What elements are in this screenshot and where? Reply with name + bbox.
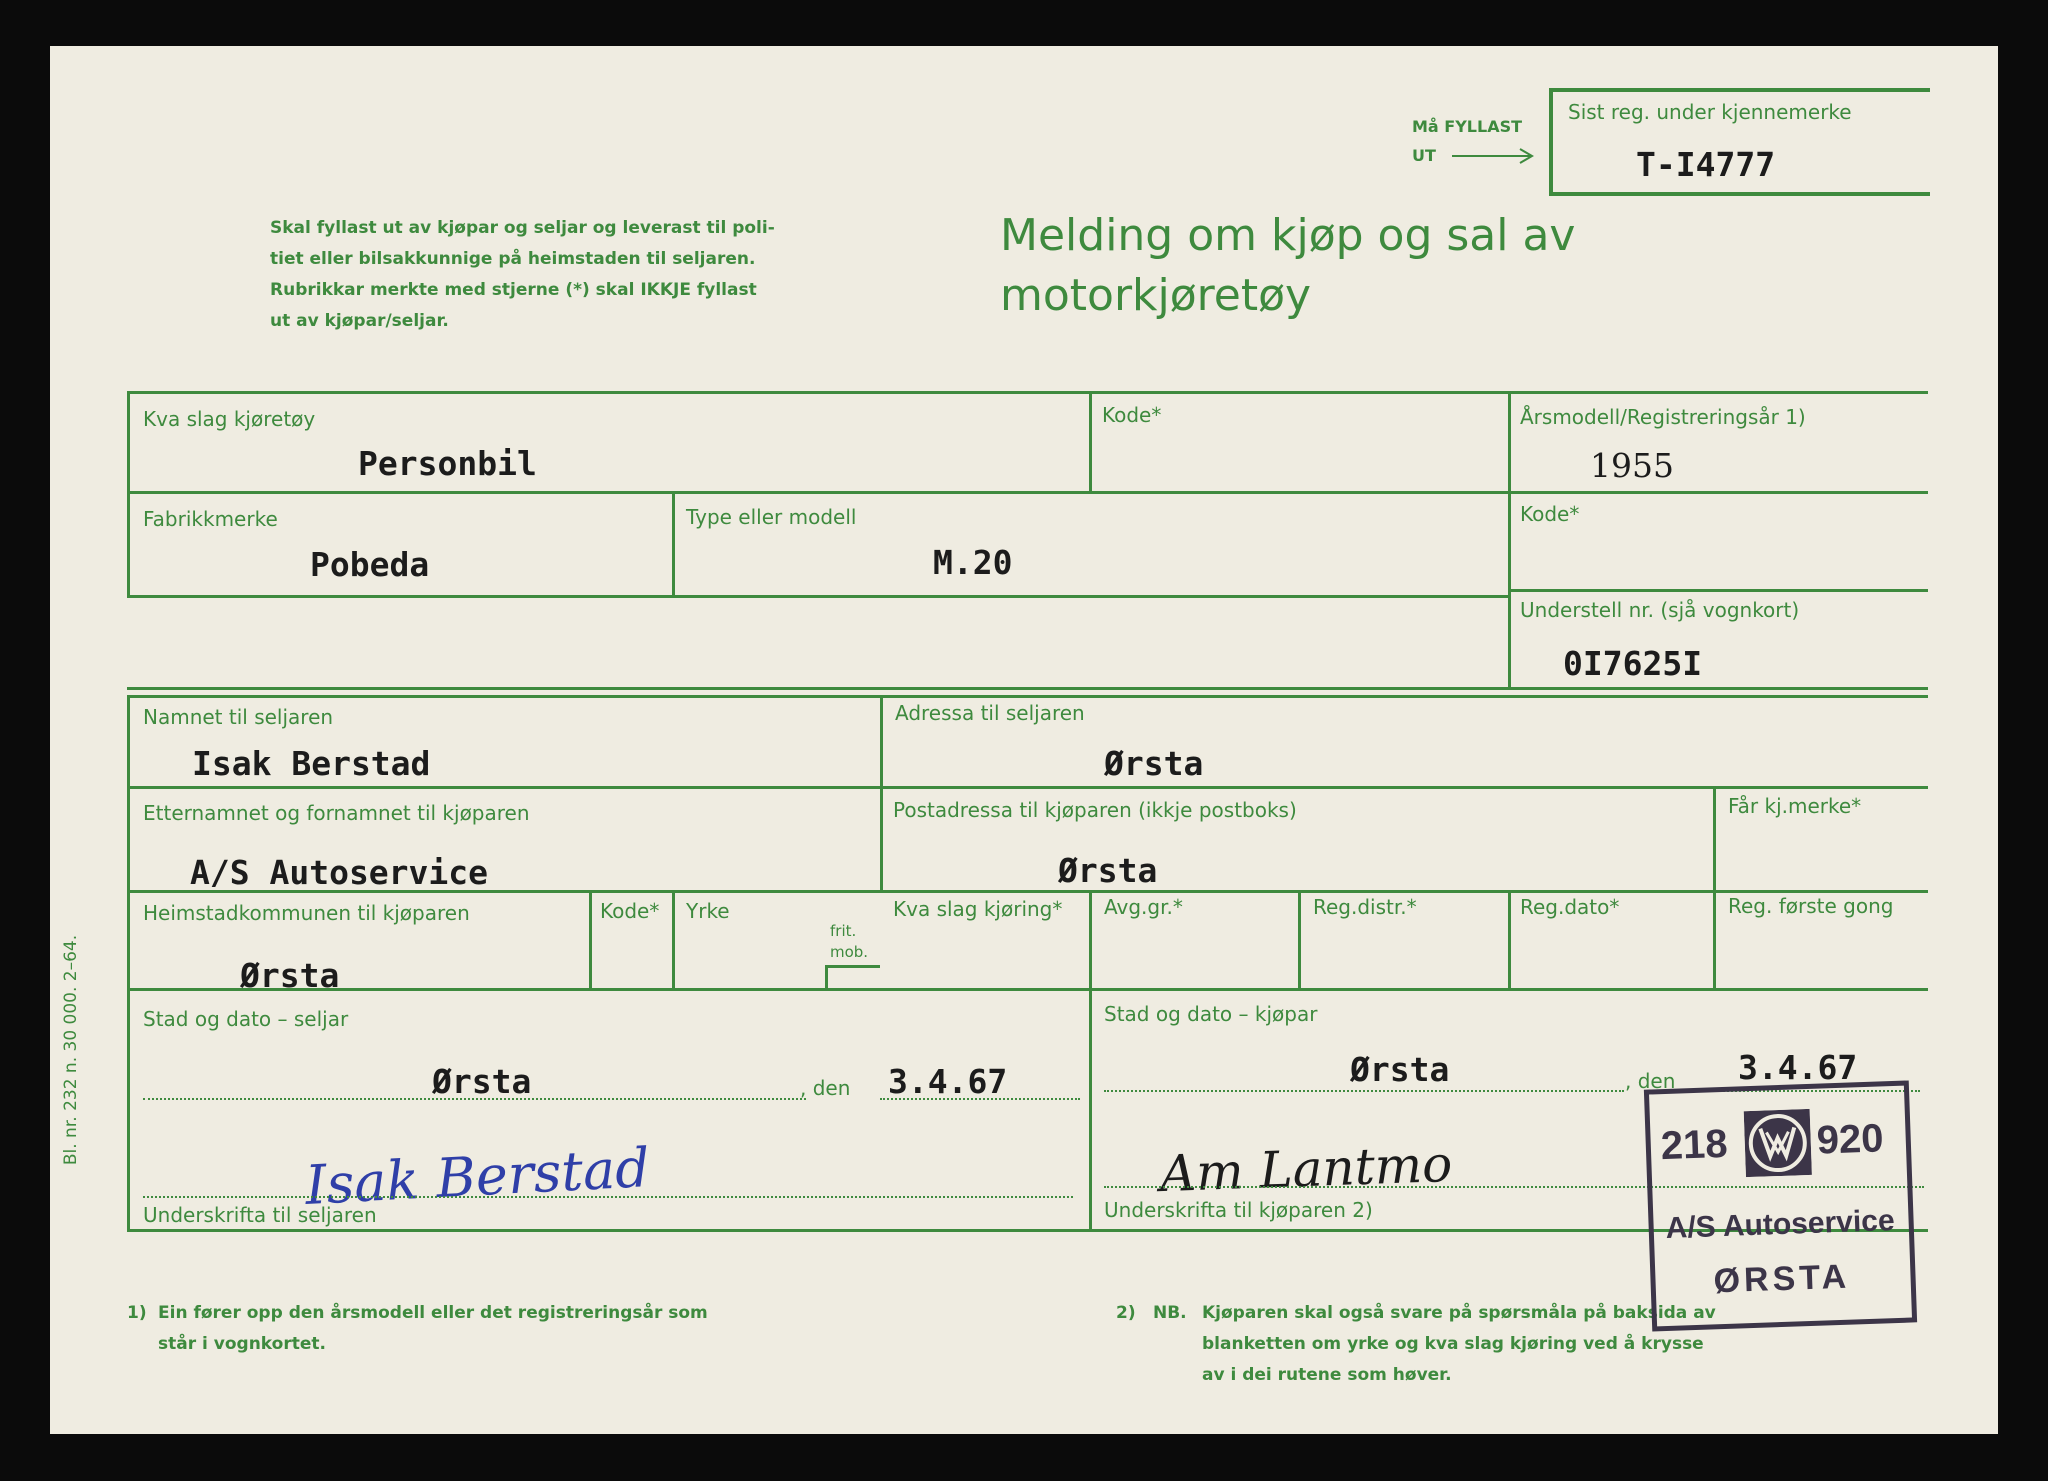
type-value: M.20 [933,543,1013,582]
rule [127,595,1508,598]
seller-signature-label: Underskrifta til seljaren [143,1203,377,1227]
rule [127,786,1928,789]
rule-top [127,391,1928,394]
rule [1089,391,1092,491]
buyer-signature-label: Underskrifta til kjøparen 2) [1104,1198,1373,1222]
form-title-line: motorkjøretøy [1000,270,1312,321]
buyer-stad-label: Stad og dato – kjøpar [1104,1002,1318,1026]
fabrikkmerke-label: Fabrikkmerke [143,507,278,531]
rule [1089,890,1092,1231]
side-print: Bl. nr. 232 n. 30 000. 2–64. [61,934,82,1166]
understell-label: Understell nr. (sjå vognkort) [1520,598,1800,622]
stamp-town: ØRSTA [1712,1257,1851,1301]
rule-left [127,391,130,596]
buyer-postaddress-label: Postadressa til kjøparen (ikkje postboks) [893,798,1297,822]
far-kjmerke-label: Får kj.merke* [1728,794,1862,818]
arsmodell-value: 1955 [1590,446,1674,485]
ma-fyllast-label: Må FYLLAST [1412,117,1523,136]
rule [1713,786,1716,988]
instruction-line: tiet eller bilsakkunnige på heimstaden til seljaren. [270,249,756,269]
arsmodell-label: Årsmodell/Registreringsår 1) [1520,405,1806,429]
sist-reg-value: T-I4777 [1636,145,1776,184]
buyer-signature: Am Lantmo [1159,1134,1454,1204]
rule [127,687,1928,690]
kode-label: Kode* [1102,403,1162,427]
rule [127,988,1928,991]
buyer-postaddress-value: Ørsta [1058,851,1158,890]
instruction-line: Skal fyllast ut av kjøpar og seljar og leverast til poli- [270,218,775,238]
rule [1508,391,1511,687]
rule [825,965,828,988]
form-title-line: Melding om kjøp og sal av [1000,210,1576,261]
seller-address-label: Adressa til seljaren [895,701,1085,725]
regdato-label: Reg.dato* [1520,895,1620,919]
seller-name-value: Isak Berstad [192,744,431,783]
rule [1298,890,1301,988]
footnote-2-nb: NB. [1153,1303,1187,1323]
seller-stad-label: Stad og dato – seljar [143,1007,349,1031]
kode2-label: Kode* [1520,502,1580,526]
buyer-dato-value: 3.4.67 [1738,1048,1858,1087]
buyer-stad-value: Ørsta [1350,1050,1450,1089]
seller-stad-line [143,1098,806,1100]
footnote-line: blanketten om yrke og kva slag kjøring ved å krysse [1202,1334,1704,1354]
fabrikkmerke-value: Pobeda [310,545,430,584]
instructions [270,213,775,337]
seller-dato-value: 3.4.67 [888,1062,1008,1101]
footnote-line: Ein fører opp den årsmodell eller det registreringsår som [158,1303,708,1323]
buyer-name-label: Etternamnet og fornamnet til kjøparen [143,801,530,825]
rule [825,965,880,968]
footnote-1 [158,1298,708,1360]
buyer-name-value: A/S Autoservice [190,853,489,892]
dealer-stamp [1644,1080,1917,1331]
instruction-line: Rubrikkar merkte med stjerne (*) skal IKKJE fyllast [270,280,757,300]
frit-label: frit. [830,922,857,940]
sist-reg-label: Sist reg. under kjennemerke [1568,100,1852,124]
seller-stad-value: Ørsta [432,1062,532,1101]
rule [672,890,675,988]
vw-logo-icon [1744,1109,1812,1177]
footnote-2 [1202,1298,1716,1391]
understell-value: 0I7625I [1563,644,1703,683]
footnote-2-number: 2) [1116,1303,1136,1323]
footnote-1-number: 1) [127,1303,147,1323]
yrke-label: Yrke [686,899,730,923]
rule [589,890,592,988]
buyer-kode-label: Kode* [600,899,660,923]
footnote-line: Kjøparen skal også svare på spørsmåla på baksida av [1202,1303,1716,1323]
kva-slag-label: Kva slag kjøretøy [143,407,316,431]
seller-name-label: Namnet til seljaren [143,705,334,729]
footnote-line: av i dei rutene som høver. [1202,1365,1452,1385]
regforste-label: Reg. første gong [1728,894,1894,918]
arrow-right-icon [1450,145,1540,167]
rule [1508,890,1511,988]
stamp-number-left: 218 [1660,1121,1729,1169]
rule [672,491,675,595]
seller-signature: Isak Berstad [303,1136,652,1217]
buyer-den-label: , den [1625,1069,1676,1093]
rule-left [127,695,130,1231]
kva-slag-value: Personbil [358,444,537,483]
kjoring-label: Kva slag kjøring* [893,897,1063,921]
seller-address-value: Ørsta [1104,744,1204,783]
stamp-number-right: 920 [1815,1116,1885,1163]
rule [1508,589,1928,592]
ma-fyllast-ut-label: UT [1412,146,1436,165]
type-label: Type eller modell [686,505,857,529]
instruction-line: ut av kjøpar/seljar. [270,311,449,331]
heimstad-value: Ørsta [240,956,340,995]
seller-dato-line [880,1098,1080,1100]
rule [127,695,1928,698]
regdistr-label: Reg.distr.* [1313,895,1417,919]
buyer-stad-line [1104,1090,1624,1092]
mob-label: mob. [830,943,869,961]
footnote-line: står i vognkortet. [158,1334,326,1354]
form-title [1000,206,1575,326]
seller-den-label: , den [800,1076,851,1100]
stamp-company: A/S Autoservice [1665,1204,1896,1246]
heimstad-label: Heimstadkommunen til kjøparen [143,901,470,925]
avg-label: Avg.gr.* [1104,895,1183,919]
rule [127,491,1928,494]
seller-signature-line [143,1196,1073,1198]
rule [880,695,883,891]
